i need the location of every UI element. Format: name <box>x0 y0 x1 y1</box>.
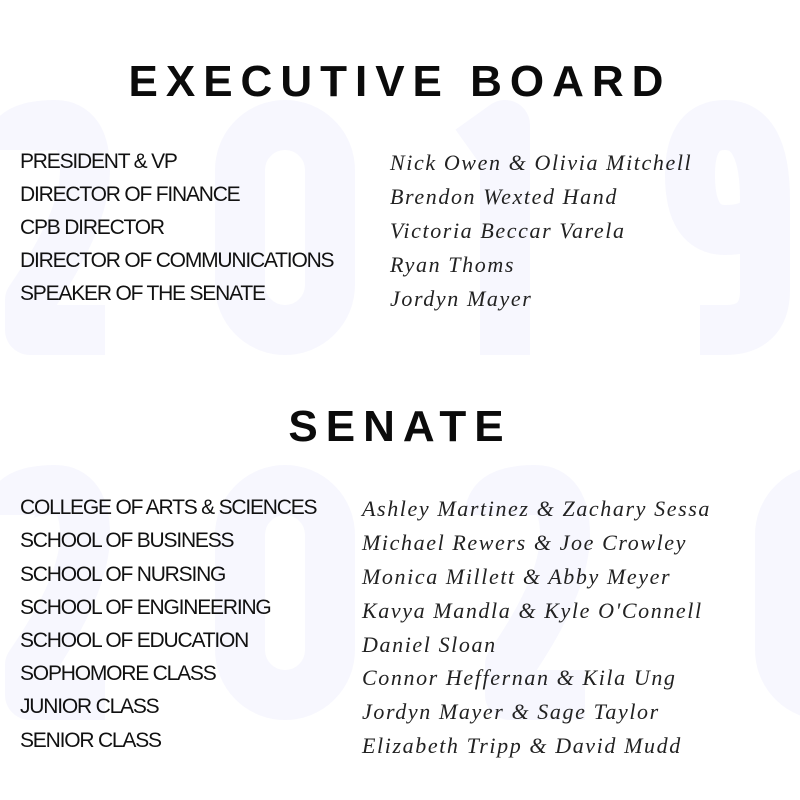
role-label: PRESIDENT & VP <box>20 150 177 173</box>
role-label: CPB DIRECTOR <box>20 216 164 239</box>
member-name: Victoria Beccar Varela <box>390 218 626 243</box>
role-label: SCHOOL OF ENGINEERING <box>20 596 271 619</box>
member-name: Jordyn Mayer & Sage Taylor <box>362 699 660 724</box>
member-name: Connor Heffernan & Kila Ung <box>362 665 677 690</box>
member-name: Jordyn Mayer <box>390 286 533 311</box>
role-label: JUNIOR CLASS <box>20 695 159 718</box>
role-label: COLLEGE OF ARTS & SCIENCES <box>20 496 317 519</box>
executive-board-heading: EXECUTIVE BOARD <box>128 57 672 106</box>
role-label: SCHOOL OF BUSINESS <box>20 529 234 552</box>
role-label: SOPHOMORE CLASS <box>20 662 216 685</box>
watermark-digit <box>780 490 800 695</box>
member-name: Monica Millett & Abby Meyer <box>362 564 672 589</box>
role-label: SCHOOL OF NURSING <box>20 563 226 586</box>
member-name: Elizabeth Tripp & David Mudd <box>362 733 682 758</box>
member-name: Kavya Mandla & Kyle O'Connell <box>362 598 703 623</box>
member-name: Ashley Martinez & Zachary Sessa <box>362 496 712 521</box>
member-name: Ryan Thoms <box>390 252 515 277</box>
member-name: Daniel Sloan <box>362 632 497 657</box>
role-label: DIRECTOR OF COMMUNICATIONS <box>20 249 334 272</box>
role-label: DIRECTOR OF FINANCE <box>20 183 240 206</box>
role-label: SENIOR CLASS <box>20 729 161 752</box>
role-label: SCHOOL OF EDUCATION <box>20 629 249 652</box>
senate-heading: SENATE <box>288 402 512 451</box>
watermark-digit <box>690 125 765 330</box>
member-name: Brendon Wexted Hand <box>390 184 618 209</box>
member-name: Michael Rewers & Joe Crowley <box>362 530 688 555</box>
role-label: SPEAKER OF THE SENATE <box>20 282 265 305</box>
member-name: Nick Owen & Olivia Mitchell <box>390 150 693 175</box>
